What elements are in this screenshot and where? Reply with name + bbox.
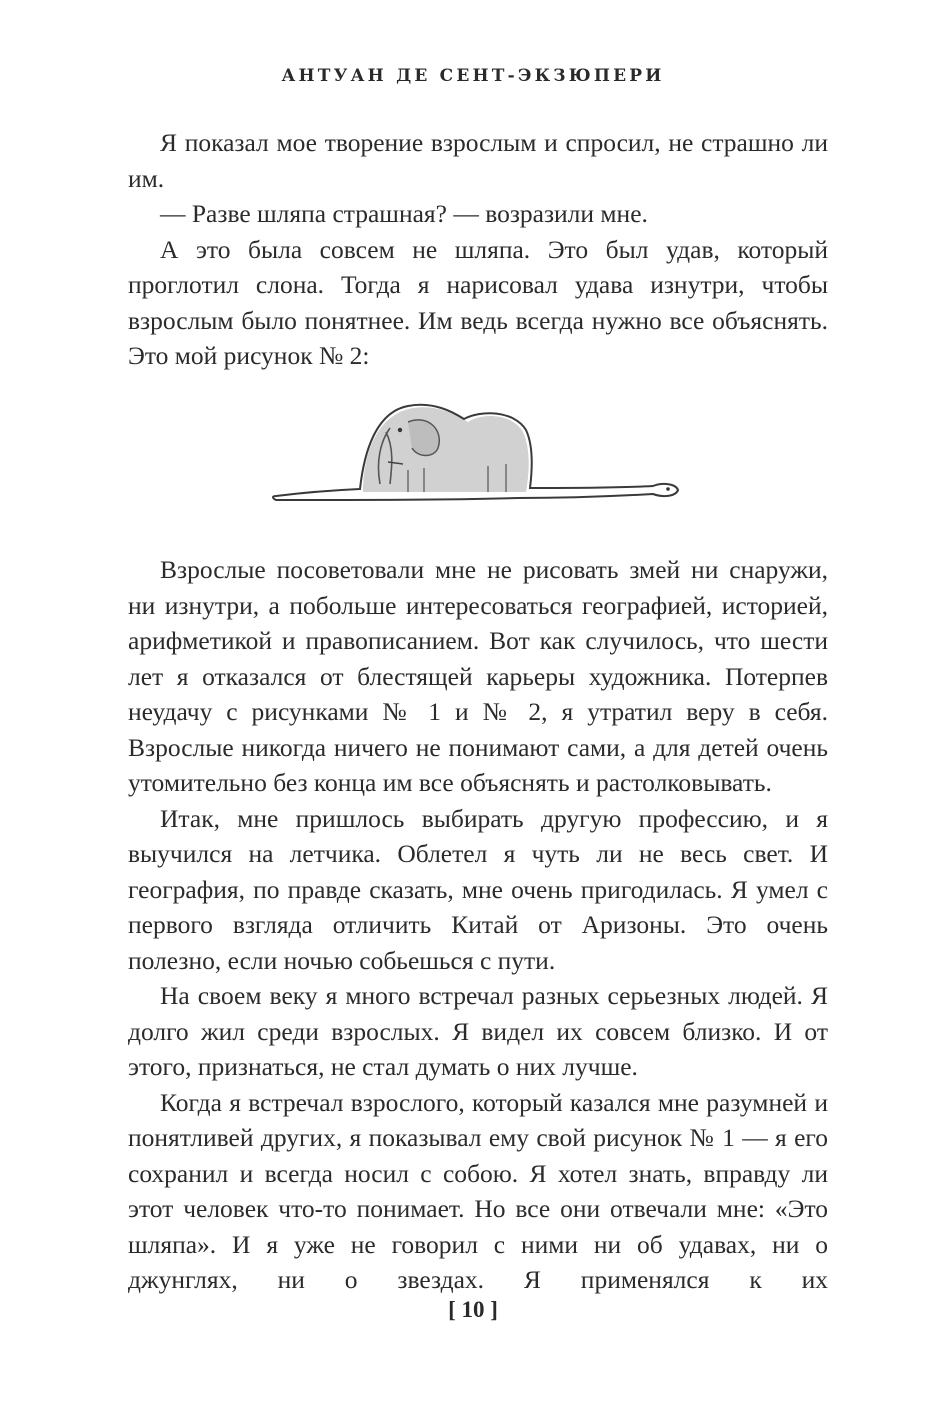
paragraph: Взрослые посоветовали мне не рисовать змей ни снаружи, ни изнутри, а побольше интересоваться географией, историей, арифметикой и правописанием. Вот как случилось, что шести лет я отказался от блестящей карьеры художника. Потерпев неудачу с рисунками № 1 и № 2, я утратил веру в себя. Взрослые никогда ничего не понимают сами, а для детей очень утомительно без конца им все объяснять и растолковывать. xyxy=(128,555,828,797)
elephant-body xyxy=(363,407,529,492)
paragraph: Итак, мне пришлось выбирать другую профессию, и я выучился на летчика. Облетел я чуть ли не весь свет. И география, по правде сказать, мне очень пригодилась. Я умел с первого взгляда отличить Китай от Аризоны. Это очень полезно, если ночью собьешься с пути. xyxy=(128,803,828,975)
paragraph: На своем веку я много встречал разных серьезных людей. Я долго жил среди взрослых. Я видел их совсем близко. И от этого, признаться, не стал думать о них лучше. xyxy=(128,981,828,1081)
paragraph: А это была совсем не шляпа. Это был удав, который проглотил слона. Тогда я нарисовал удава изнутри, чтобы взрослым было понятнее. Им ведь всегда нужно все объяснять. Это мой рисунок № 2: xyxy=(128,234,828,370)
running-head-title: АНТУАН ДЕ СЕНТ-ЭКЗЮПЕРИ xyxy=(281,66,665,86)
text-block-bottom xyxy=(128,552,828,1298)
paragraph: Я показал мое творение взрослым и спросил, не страшно ли им. xyxy=(128,128,828,193)
elephant-eye xyxy=(398,428,402,432)
boa-elephant-illustration xyxy=(268,392,688,512)
page-number: [ 10 ] xyxy=(448,1297,498,1322)
text-block-top xyxy=(128,125,828,374)
paragraph: Когда я встречал взрослого, который казался мне разумней и понятливей других, я показывал ему свой рисунок № 1 — я его сохранил и всегда носил с собою. Я хотел знать, вправду ли этот человек что-то понимает. Но все они отвечали мне: «Это шляпа». И я уже не говорил с ними ни об удавах, ни о джунглях, ни о звездах. Я применялся к их xyxy=(128,1087,828,1294)
boa-eye xyxy=(666,487,670,491)
paragraph: — Разве шляпа страшная? — возразили мне. xyxy=(160,199,648,228)
